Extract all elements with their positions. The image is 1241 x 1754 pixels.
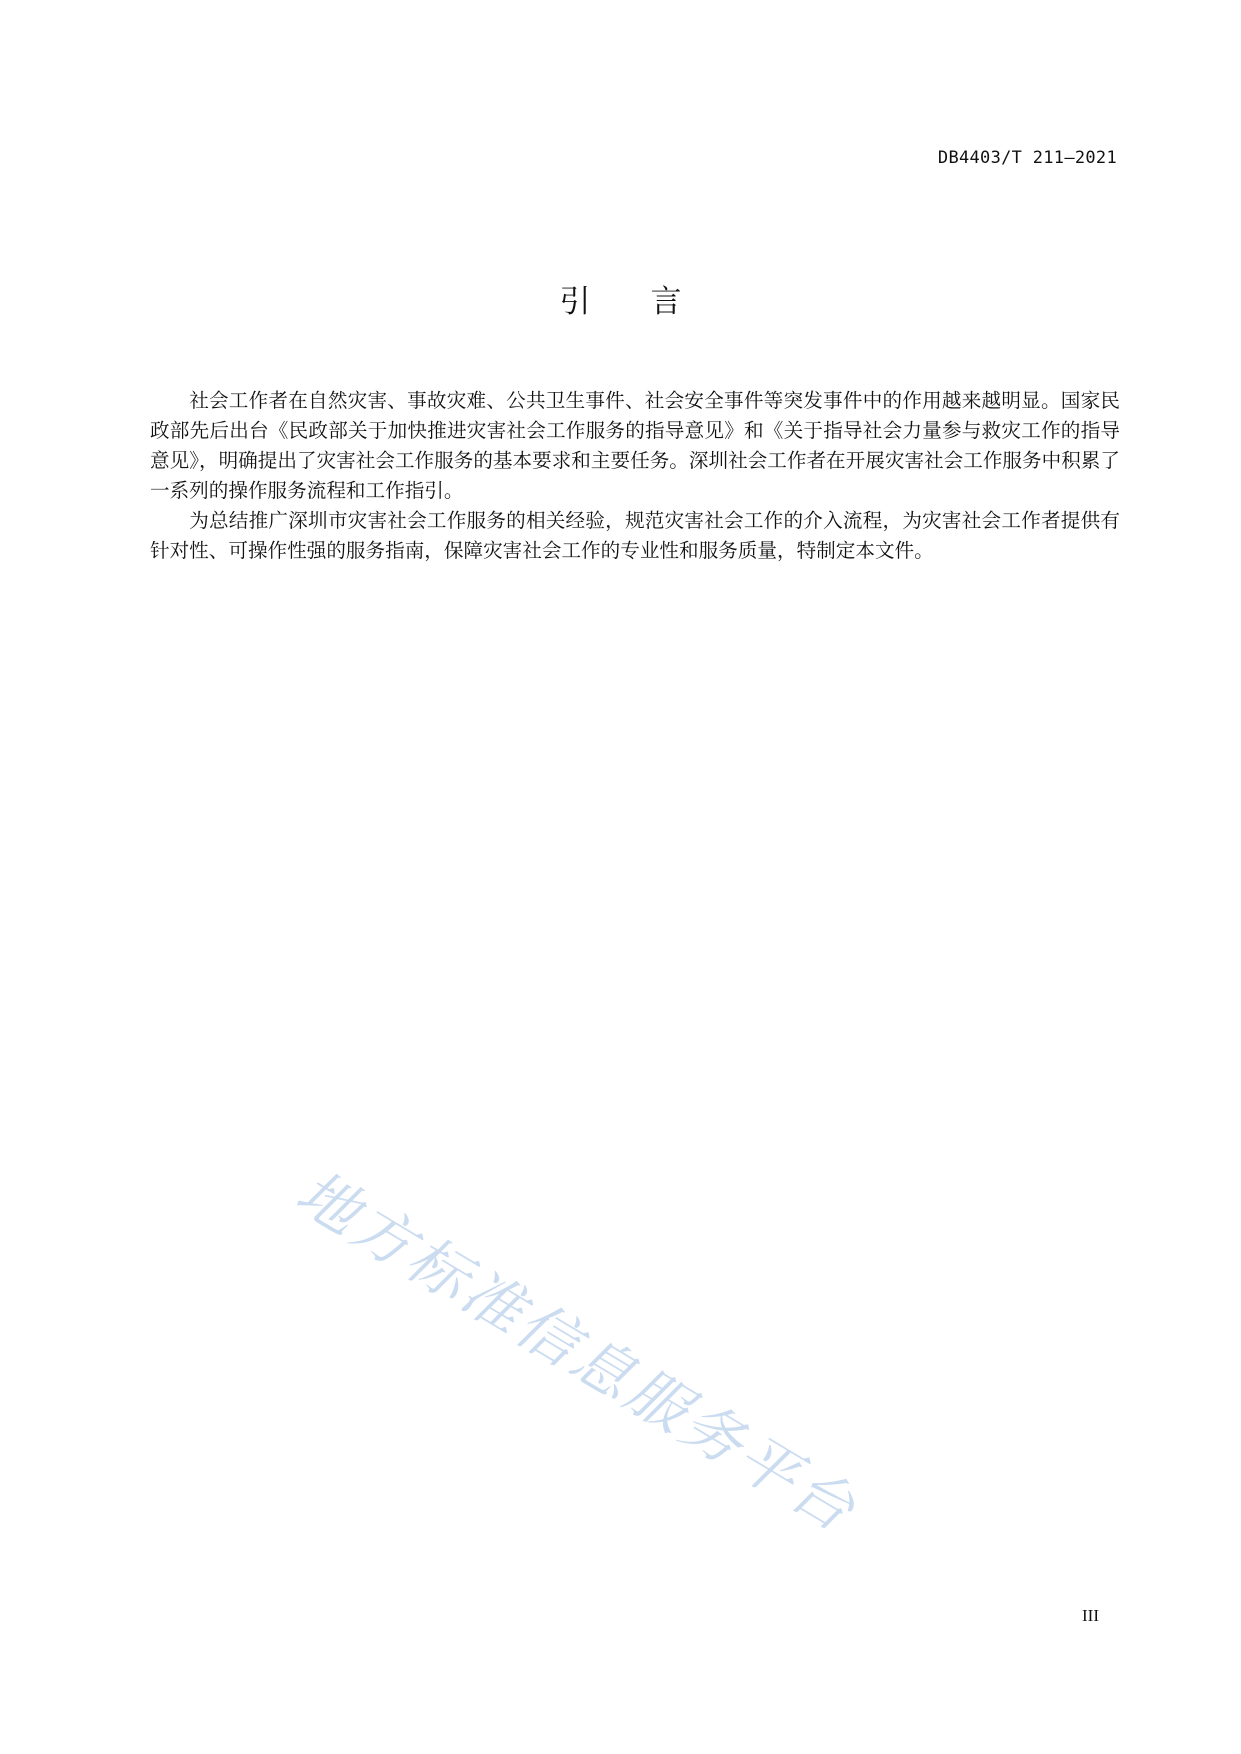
paragraph-1: 社会工作者在自然灾害、事故灾难、公共卫生事件、社会安全事件等突发事件中的作用越来越明显。国家民政部先后出台《民政部关于加快推进灾害社会工作服务的指导意见》和《关于指导社会力量参与救灾工作的指导意见》，明确提出了灾害社会工作服务的基本要求和主要任务。深圳社会工作者在开展灾害社会工作服务中积累了一系列的操作服务流程和工作指引。 [150,389,1120,502]
introduction-body [150,386,1120,566]
page-number: III [1082,1606,1099,1625]
page-title: 引言 [559,284,742,320]
watermark: 地方标准信息服务平台 [284,1157,870,1547]
paragraph-2: 为总结推广深圳市灾害社会工作服务的相关经验，规范灾害社会工作的介入流程，为灾害社会工作者提供有针对性、可操作性强的服务指南，保障灾害社会工作的专业性和服务质量，特制定本文件。 [150,509,1120,562]
document-code: DB4403/T 211—2021 [937,148,1117,168]
